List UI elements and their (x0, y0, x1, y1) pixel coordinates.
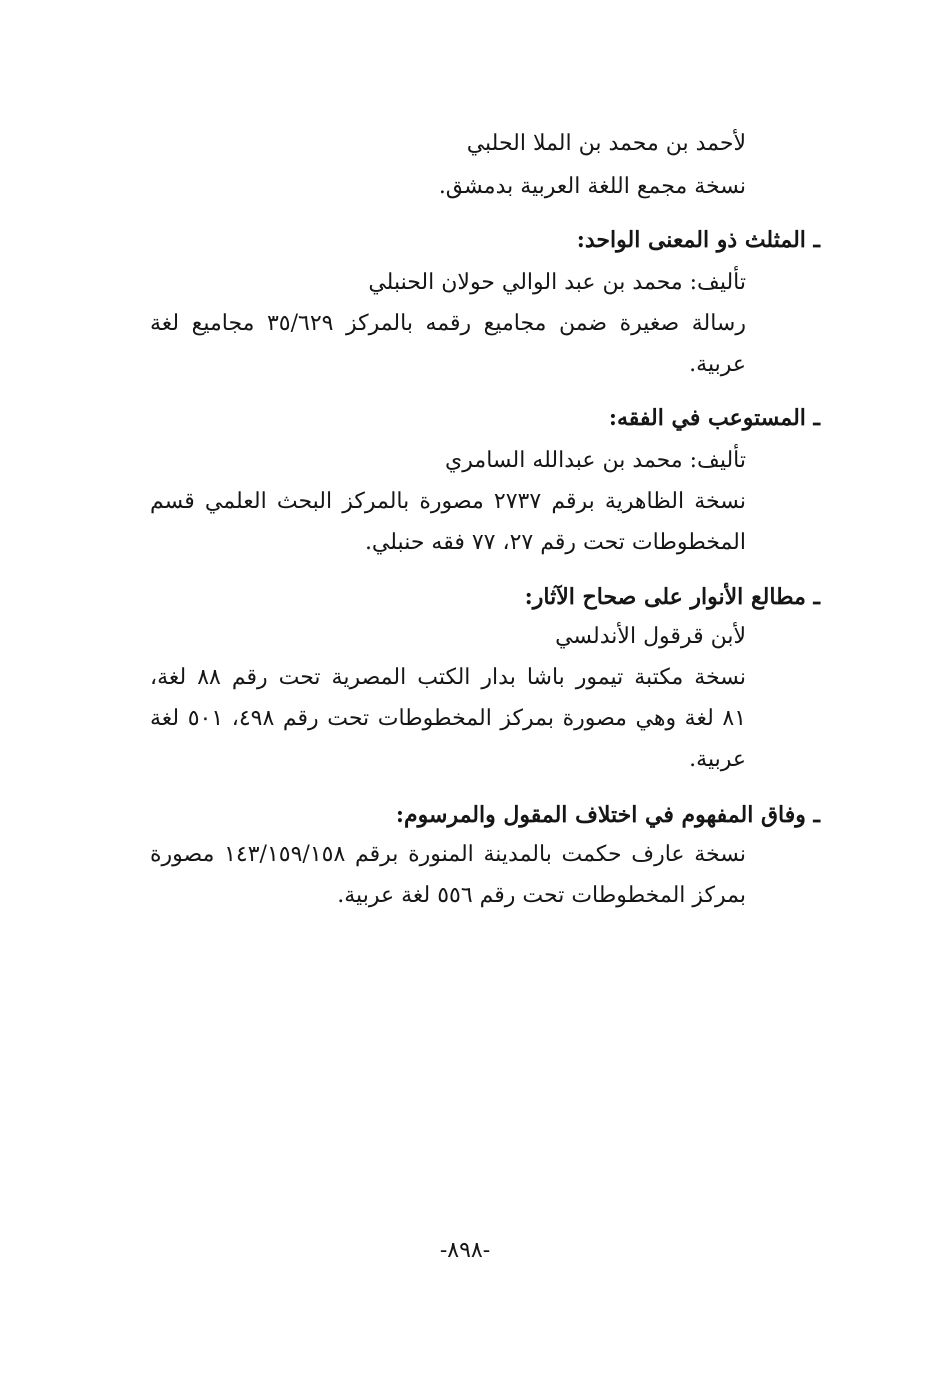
entry-author-line: لأبن قرقول الأندلسي (555, 624, 746, 649)
entry-source-line: عربية. (689, 352, 746, 377)
entry-source-line: بمركز المخطوطات تحت رقم ٥٥٦ لغة عربية. (337, 883, 746, 908)
entry-source-line: رسالة صغيرة ضمن مجاميع رقمه بالمركز ٣٥/٦٢٩ مجاميع لغة (150, 311, 746, 336)
entry-author-line: تأليف: محمد بن عبدالله السامري (445, 448, 746, 473)
entry-heading: ـ المستوعب في الفقه: (608, 405, 820, 431)
entry-source-line: نسخة عارف حكمت بالمدينة المنورة برقم ١٤٣/١٥٩/١٥٨ مصورة (150, 842, 747, 867)
entry-heading: ـ مطالع الأنوار على صحاح الآثار: (524, 584, 820, 610)
entry-source-line: المخطوطات تحت رقم ٢٧، ٧٧ فقه حنبلي. (364, 530, 746, 555)
entry-source-line: نسخة مكتبة تيمور باشا بدار الكتب المصرية تحت رقم ٨٨ لغة، (150, 665, 746, 690)
entry-heading: ـ المثلث ذو المعنى الواحد: (576, 227, 820, 253)
entry-source-line: نسخة مجمع اللغة العربية بدمشق. (438, 174, 746, 199)
entry-source-line: نسخة الظاهرية برقم ٢٧٣٧ مصورة بالمركز البحث العلمي قسم (150, 489, 746, 514)
entry-author-line: تأليف: محمد بن عبد الوالي حولان الحنبلي (368, 270, 746, 295)
entry-heading: ـ وفاق المفهوم في اختلاف المقول والمرسوم: (395, 802, 820, 828)
page-number: -٨٩٨- (439, 1238, 491, 1263)
entry-source-line: ٨١ لغة وهي مصورة بمركز المخطوطات تحت رقم ٤٩٨، ٥٠١ لغة (150, 706, 747, 731)
entry-author-line: لأحمد بن محمد بن الملا الحلبي (466, 131, 746, 156)
entry-source-line: عربية. (689, 747, 746, 772)
